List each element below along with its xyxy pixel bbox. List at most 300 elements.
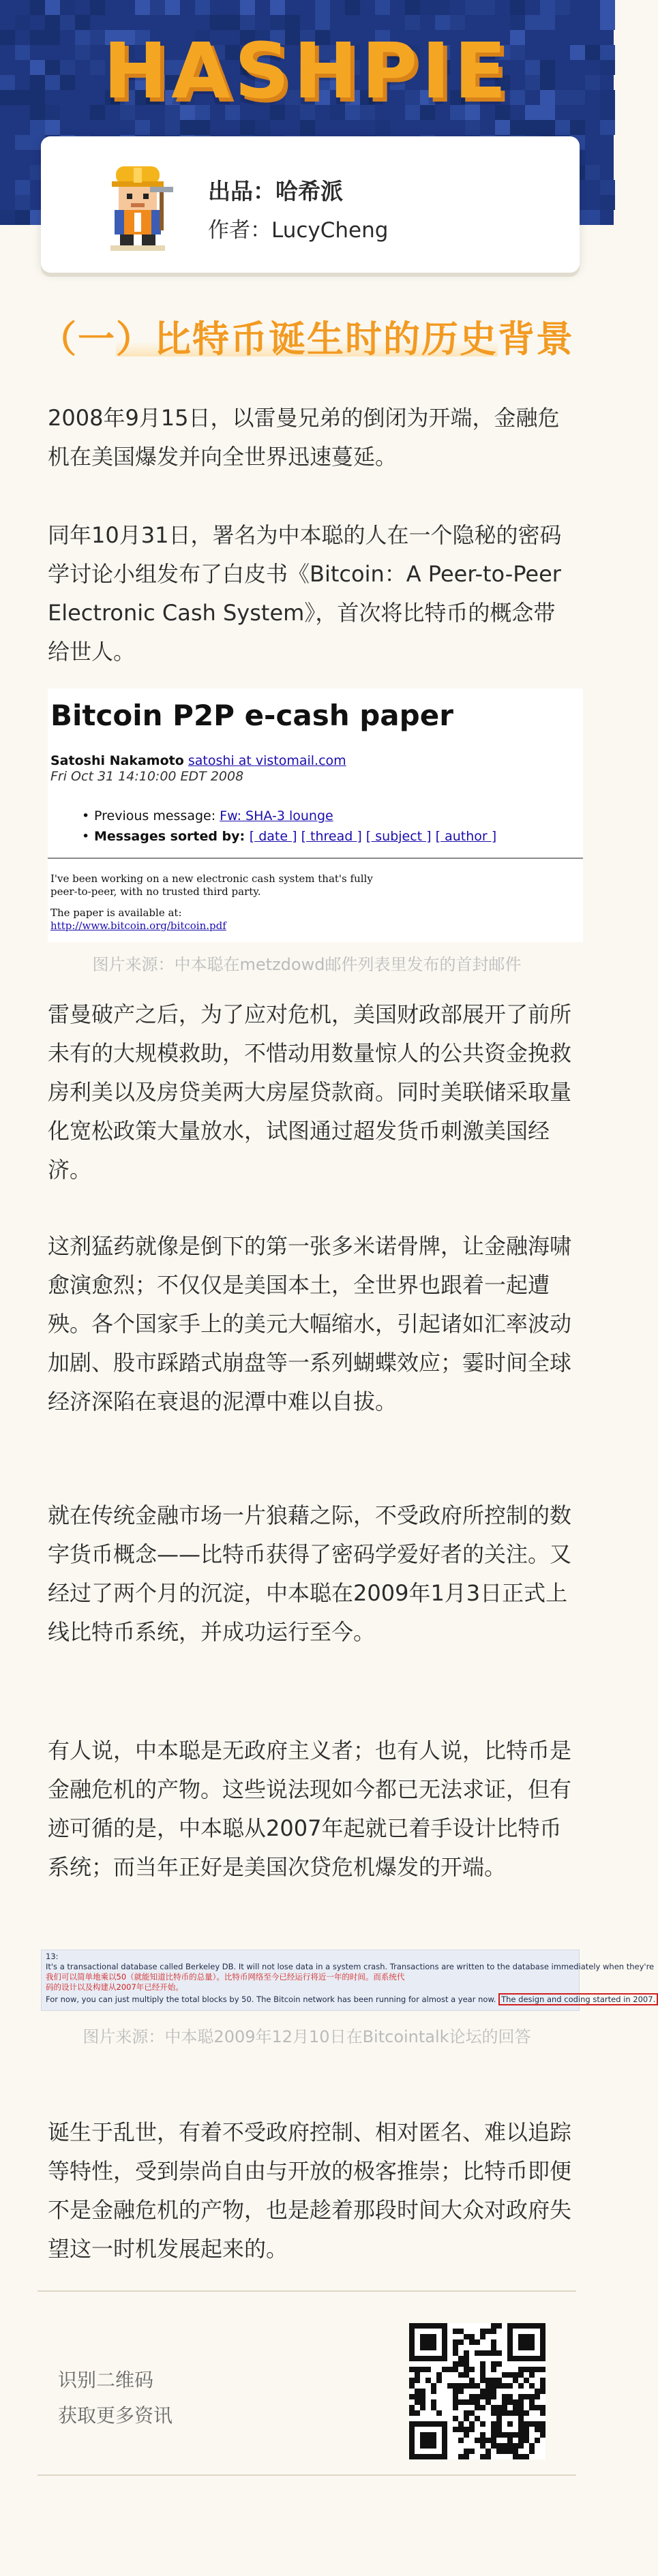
qr-module	[420, 2432, 436, 2449]
producer-label: 出品：	[208, 178, 275, 204]
qr-module	[496, 2443, 502, 2449]
footer-line-1: 识别二维码	[58, 2369, 154, 2391]
qr-module	[535, 2421, 540, 2427]
qr-module	[458, 2339, 464, 2345]
qr-module	[513, 2443, 518, 2449]
qr-module	[442, 2367, 447, 2372]
pixel-tile	[165, 120, 180, 135]
qr-module	[464, 2350, 469, 2356]
forum-highlight-box: The design and coding started in 2007.	[498, 1993, 658, 2005]
pixel-tile	[30, 120, 45, 135]
qr-module	[458, 2427, 464, 2432]
qr-module	[540, 2432, 545, 2438]
qr-module	[458, 2372, 464, 2378]
qr-module	[453, 2361, 458, 2367]
qr-module	[496, 2449, 502, 2454]
qr-module	[469, 2383, 475, 2389]
pixel-tile	[405, 0, 420, 15]
pixel-tile	[435, 0, 450, 15]
pixel-tile	[15, 135, 30, 150]
forum-line	[46, 1995, 658, 2004]
paragraph-6: 有人说，中本聪是无政府主义者；也有人说，比特币是金融危机的产物。这些说法现如今都已无法求证，但有迹可循的是，中本聪从2007年起就已着手设计比特币系统；而当年正好是美国次贷危机爆发的开端。	[48, 1738, 572, 1880]
qr-module	[415, 2399, 420, 2405]
email-body-line: peer-to-peer, with no trusted third party.	[50, 885, 261, 898]
pixel-tile	[585, 165, 600, 180]
qr-module	[496, 2361, 502, 2367]
qr-module	[475, 2394, 480, 2399]
qr-module	[453, 2394, 458, 2399]
qr-module	[518, 2405, 524, 2410]
qr-module	[480, 2350, 485, 2356]
qr-module	[415, 2394, 420, 2399]
qr-module	[480, 2378, 485, 2383]
pixel-tile	[135, 0, 150, 15]
qr-module	[464, 2372, 469, 2378]
qr-module	[436, 2372, 442, 2378]
qr-module	[420, 2367, 425, 2372]
qr-module	[485, 2329, 491, 2334]
bitcoin-pdf-link[interactable]: http://www.bitcoin.org/bitcoin.pdf	[50, 920, 226, 932]
qr-module	[513, 2378, 518, 2383]
qr-module	[458, 2361, 464, 2367]
sort-subject-link[interactable]: [ subject ]	[365, 829, 432, 844]
pixel-tile	[255, 120, 270, 135]
pixel-tile	[240, 120, 255, 135]
qr-module	[475, 2399, 480, 2405]
pixel-tile	[15, 195, 30, 210]
qr-module	[507, 2449, 513, 2454]
qr-module	[431, 2383, 436, 2389]
qr-module	[502, 2372, 507, 2378]
sort-author-link[interactable]: [ author ]	[435, 829, 497, 844]
section-title: （一）比特币诞生时的历史背景	[0, 310, 614, 363]
paragraph-5: 就在传统金融市场一片狼藉之际，不受政府所控制的数字货币概念——比特币获得了密码学爱好者的关注。又经过了两个月的沉淀，中本聪在2009年1月3日正式上线比特币系统，并成功运行至今。	[48, 1502, 572, 1645]
pixel-tile	[300, 120, 315, 135]
qr-module	[475, 2339, 480, 2345]
qr-module	[458, 2383, 464, 2389]
email-sender	[50, 753, 346, 768]
previous-message-link[interactable]: Fw: SHA-3 lounge	[220, 808, 333, 823]
author-card	[41, 136, 580, 273]
qr-module	[491, 2367, 496, 2372]
pixel-tile	[540, 120, 555, 135]
qr-module	[464, 2356, 469, 2361]
pixel-tile	[600, 0, 615, 15]
qr-module	[524, 2432, 529, 2438]
pixel-tile	[465, 120, 480, 135]
pixel-tile	[555, 120, 570, 135]
qr-module	[529, 2399, 535, 2405]
qr-module	[529, 2449, 535, 2454]
pixel-tile	[315, 0, 330, 15]
paragraph-1: 2008年9月15日，以雷曼兄弟的倒闭为开端，金融危机在美国爆发并向全世界迅速蔓延。	[48, 405, 560, 470]
qr-module	[507, 2394, 513, 2399]
qr-module	[491, 2361, 496, 2367]
qr-module	[502, 2443, 507, 2449]
qr-module	[540, 2389, 545, 2394]
qr-module	[485, 2399, 491, 2405]
qr-module	[491, 2438, 496, 2443]
qr-module	[518, 2334, 535, 2350]
pixel-tile	[555, 0, 570, 15]
pixel-tile	[180, 120, 195, 135]
qr-module	[469, 2378, 475, 2383]
email-body	[50, 873, 373, 933]
pixel-tile	[270, 0, 285, 15]
qr-module	[409, 2367, 415, 2372]
qr-module	[425, 2378, 431, 2383]
qr-module	[475, 2350, 480, 2356]
author-line	[208, 213, 388, 243]
pixel-tile	[195, 0, 210, 15]
qr-module	[513, 2405, 518, 2410]
author-name: LucyCheng	[271, 218, 389, 243]
pixel-tile	[525, 120, 540, 135]
qr-module	[453, 2389, 458, 2394]
email-divider	[48, 858, 583, 859]
qr-code-icon[interactable]	[409, 2323, 545, 2459]
qr-module	[464, 2454, 469, 2459]
qr-module	[453, 2329, 458, 2334]
pixel-tile	[375, 0, 390, 15]
pixel-tile	[345, 0, 360, 15]
pixel-tile	[510, 0, 525, 15]
sender-email-link[interactable]: satoshi at vistomail.com	[188, 753, 346, 768]
email-caption: 图片来源：中本聪在metzdowd邮件列表里发布的首封邮件	[92, 955, 522, 974]
qr-module	[507, 2399, 513, 2405]
qr-module	[496, 2383, 502, 2389]
qr-module	[453, 2405, 458, 2410]
qr-module	[458, 2399, 464, 2405]
qr-module	[420, 2405, 425, 2410]
qr-module	[507, 2438, 513, 2443]
qr-module	[485, 2389, 491, 2394]
qr-module	[491, 2339, 496, 2345]
qr-module	[491, 2427, 496, 2432]
qr-module	[464, 2449, 469, 2454]
sorted-by-label: Messages sorted by:	[94, 829, 250, 844]
qr-module	[524, 2378, 529, 2383]
pixel-tile	[495, 120, 510, 135]
pixel-tile	[195, 120, 210, 135]
qr-module	[436, 2378, 442, 2383]
qr-module	[485, 2454, 491, 2459]
qr-module	[415, 2367, 420, 2372]
qr-module	[469, 2421, 475, 2427]
pixel-tile	[45, 0, 60, 15]
qr-module	[420, 2394, 425, 2399]
qr-module	[502, 2405, 507, 2410]
qr-module	[415, 2372, 420, 2378]
email-body-line: I've been working on a new electronic cash system that's fully	[50, 873, 373, 885]
qr-module	[480, 2443, 485, 2449]
paragraph-7: 诞生于乱世，有着不受政府控制、相对匿名、难以追踪等特性，受到崇尚自由与开放的极客推崇；比特币即便不是金融危机的产物，也是趁着那段时间大众对政府失望这一时机发展起来的。	[48, 2119, 572, 2262]
qr-module	[458, 2454, 464, 2459]
pixel-tile	[0, 210, 15, 225]
hashpie-logo: HASHPIE	[103, 27, 511, 116]
qr-module	[447, 2367, 453, 2372]
qr-module	[502, 2394, 507, 2399]
qr-module	[491, 2410, 496, 2416]
qr-module	[475, 2438, 480, 2443]
qr-module	[453, 2345, 458, 2350]
qr-module	[518, 2367, 524, 2372]
qr-module	[513, 2454, 518, 2459]
qr-module	[518, 2454, 524, 2459]
qr-module	[518, 2438, 524, 2443]
qr-module	[496, 2378, 502, 2383]
qr-module	[447, 2383, 453, 2389]
qr-module	[458, 2421, 464, 2427]
previous-message-label: Previous message:	[94, 808, 220, 823]
qr-module	[496, 2405, 502, 2410]
paragraph-4: 这剂猛药就像是倒下的第一张多米诺骨牌，让金融海啸愈演愈烈；不仅仅是美国本土，全世界也跟着一起遭殃。各个国家手上的美元大幅缩水，引起诸如汇率波动加剧、股市踩踏式崩盘等一系列蝴蝶效应；霎时间全球经济深陷在衰退的泥潭中难以自拔。	[48, 1233, 572, 1414]
qr-module	[529, 2383, 535, 2389]
qr-module	[475, 2416, 480, 2421]
qr-module	[491, 2323, 496, 2329]
qr-module	[469, 2427, 475, 2432]
qr-module	[480, 2389, 485, 2394]
qr-module	[518, 2399, 524, 2405]
qr-module	[409, 2405, 415, 2410]
qr-module	[415, 2378, 420, 2383]
forum-screenshot	[41, 1950, 656, 2011]
qr-module	[453, 2383, 458, 2389]
qr-module	[540, 2410, 545, 2416]
qr-module	[524, 2438, 529, 2443]
qr-module	[524, 2410, 529, 2416]
qr-module	[485, 2394, 491, 2399]
qr-module	[464, 2334, 469, 2339]
qr-module	[420, 2389, 425, 2394]
qr-module	[535, 2389, 540, 2394]
pixel-tile	[375, 120, 390, 135]
pixel-tile	[135, 120, 150, 135]
qr-module	[469, 2339, 475, 2345]
qr-module	[491, 2345, 496, 2350]
qr-module	[480, 2421, 485, 2427]
forum-line: It's a transactional database called Berkeley DB. It will not lose data in a system crash. Transactions are written to the database immediately when they're	[46, 1962, 655, 1971]
qr-module	[485, 2378, 491, 2383]
pixel-tile	[165, 0, 180, 15]
pixel-tile	[600, 180, 615, 195]
qr-module	[409, 2383, 415, 2389]
email-title: Bitcoin P2P e-cash paper	[50, 699, 453, 732]
pixel-tile	[510, 120, 525, 135]
qr-module	[464, 2361, 469, 2367]
sort-thread-link[interactable]: [ thread ]	[301, 829, 362, 844]
qr-module	[469, 2334, 475, 2339]
qr-module	[480, 2405, 485, 2410]
qr-module	[464, 2432, 469, 2438]
qr-module	[480, 2454, 485, 2459]
qr-module	[540, 2405, 545, 2410]
qr-module	[485, 2438, 491, 2443]
qr-module	[524, 2421, 529, 2427]
qr-module	[415, 2410, 420, 2416]
footer-divider-bottom	[38, 2474, 576, 2476]
qr-module	[409, 2394, 415, 2399]
pixel-tile	[540, 0, 555, 15]
qr-module	[480, 2329, 485, 2334]
qr-module	[535, 2367, 540, 2372]
pixel-tile	[585, 210, 600, 225]
pixel-tile	[150, 0, 165, 15]
qr-module	[529, 2367, 535, 2372]
pixel-tile	[570, 120, 585, 135]
qr-module	[480, 2334, 485, 2339]
email-body-line: The paper is available at:	[50, 907, 182, 919]
qr-module	[415, 2389, 420, 2394]
pixel-tile	[600, 195, 615, 210]
qr-module	[458, 2329, 464, 2334]
email-screenshot	[48, 688, 583, 942]
qr-module	[535, 2438, 540, 2443]
qr-module	[529, 2443, 535, 2449]
qr-module	[496, 2350, 502, 2356]
paragraph-3: 雷曼破产之后，为了应对危机，美国财政部展开了前所未有的大规模救助，不惜动用数量惊人的公共资金挽救房利美以及房贷美两大房屋贷款商。同时美联储采取量化宽松政策大量放水，试图通过超发货币刺激美国经济。	[48, 1001, 572, 1183]
forum-line-chinese: 码的设计以及构建从2007年已经开始。	[46, 1982, 183, 1992]
qr-module	[507, 2443, 513, 2449]
qr-module	[485, 2350, 491, 2356]
qr-module	[535, 2405, 540, 2410]
qr-module	[502, 2399, 507, 2405]
qr-module	[524, 2367, 529, 2372]
qr-module	[529, 2421, 535, 2427]
qr-module	[540, 2367, 545, 2372]
qr-module	[464, 2410, 469, 2416]
email-date: Fri Oct 31 14:10:00 EDT 2008	[50, 769, 244, 784]
qr-module	[491, 2443, 496, 2449]
forum-line: 13:	[46, 1952, 59, 1961]
pixel-tile	[90, 0, 105, 15]
qr-module	[518, 2394, 524, 2399]
pixel-tile	[15, 180, 30, 195]
qr-module	[507, 2421, 513, 2427]
qr-module	[469, 2449, 475, 2454]
qr-module	[540, 2378, 545, 2383]
pixel-tile	[240, 0, 255, 15]
qr-module	[524, 2427, 529, 2432]
qr-module	[518, 2443, 524, 2449]
sort-date-link[interactable]: [ date ]	[249, 829, 297, 844]
qr-module	[485, 2449, 491, 2454]
qr-module	[464, 2399, 469, 2405]
qr-module	[513, 2399, 518, 2405]
qr-module	[540, 2383, 545, 2389]
qr-module	[464, 2427, 469, 2432]
mascot-icon	[97, 162, 179, 252]
qr-module	[469, 2367, 475, 2372]
pixel-tile	[30, 0, 45, 15]
qr-module	[480, 2372, 485, 2378]
qr-module	[513, 2372, 518, 2378]
qr-module	[458, 2438, 464, 2443]
qr-module	[409, 2378, 415, 2383]
qr-module	[453, 2367, 458, 2372]
qr-module	[529, 2405, 535, 2410]
qr-module	[480, 2438, 485, 2443]
qr-module	[453, 2350, 458, 2356]
forum-line-chinese: 我们可以简单地乘以50（就能知道比特币的总量）。比特币网络至今已经运行将近一年的时间。而系统代	[46, 1972, 405, 1982]
sender-name: Satoshi Nakamoto	[50, 753, 184, 768]
qr-module	[485, 2383, 491, 2389]
qr-module	[540, 2421, 545, 2427]
paragraph-2: 同年10月31日，署名为中本聪的人在一个隐秘的密码学讨论小组发布了白皮书《Bitcoin：A Peer-to-Peer Electronic Cash System》，首次将比特币的概念带给世人。	[48, 522, 562, 665]
qr-module	[420, 2334, 436, 2350]
qr-module	[491, 2432, 496, 2438]
qr-module	[431, 2399, 436, 2405]
qr-module	[518, 2372, 524, 2378]
qr-module	[469, 2399, 475, 2405]
qr-module	[502, 2449, 507, 2454]
pixel-tile	[45, 120, 60, 135]
qr-module	[480, 2432, 485, 2438]
qr-module	[453, 2416, 458, 2421]
qr-module	[475, 2405, 480, 2410]
qr-module	[453, 2339, 458, 2345]
qr-module	[518, 2383, 524, 2389]
qr-module	[507, 2372, 513, 2378]
qr-module	[469, 2410, 475, 2416]
qr-module	[453, 2399, 458, 2405]
qr-module	[469, 2394, 475, 2399]
qr-module	[491, 2350, 496, 2356]
qr-module	[420, 2399, 425, 2405]
qr-module	[524, 2394, 529, 2399]
author-label: 作者：	[208, 218, 271, 243]
producer-name: 哈希派	[275, 178, 343, 204]
forum-caption: 图片来源：中本聪2009年12月10日在Bitcointalk论坛的回答	[83, 2027, 531, 2046]
qr-module	[464, 2383, 469, 2389]
pixel-tile	[420, 0, 435, 15]
qr-module	[464, 2416, 469, 2421]
qr-module	[464, 2367, 469, 2372]
qr-module	[453, 2427, 458, 2432]
qr-module	[540, 2427, 545, 2432]
qr-module	[535, 2427, 540, 2432]
qr-module	[491, 2421, 496, 2427]
footer-line-2: 获取更多资讯	[58, 2404, 173, 2427]
email-nav-list: • Previous message: Fw: SHA-3 lounge • Messages sorted by: [ date ] [ thread ] [ subject ] [ author ]	[82, 808, 497, 844]
qr-module	[524, 2454, 529, 2459]
qr-module	[513, 2449, 518, 2454]
qr-module	[475, 2383, 480, 2389]
pixel-tile	[60, 0, 75, 15]
producer-line	[208, 174, 343, 206]
pixel-tile	[465, 0, 480, 15]
footer-divider-top	[38, 2290, 576, 2292]
qr-module	[480, 2361, 485, 2367]
forum-line-text: For now, you can just multiply the total blocks by 50. The Bitcoin network has been running for almost a year now.	[46, 1995, 496, 2004]
qr-module	[491, 2394, 496, 2399]
qr-module	[502, 2383, 507, 2389]
qr-module	[409, 2410, 415, 2416]
qr-module	[529, 2372, 535, 2378]
qr-module	[480, 2394, 485, 2399]
qr-module	[491, 2383, 496, 2389]
qr-module	[458, 2389, 464, 2394]
qr-module	[436, 2410, 442, 2416]
qr-module	[431, 2405, 436, 2410]
qr-module	[491, 2329, 496, 2334]
qr-module	[491, 2405, 496, 2410]
qr-module	[535, 2394, 540, 2399]
qr-module	[491, 2378, 496, 2383]
pixel-tile	[480, 0, 495, 15]
qr-module	[491, 2389, 496, 2394]
qr-module	[458, 2356, 464, 2361]
